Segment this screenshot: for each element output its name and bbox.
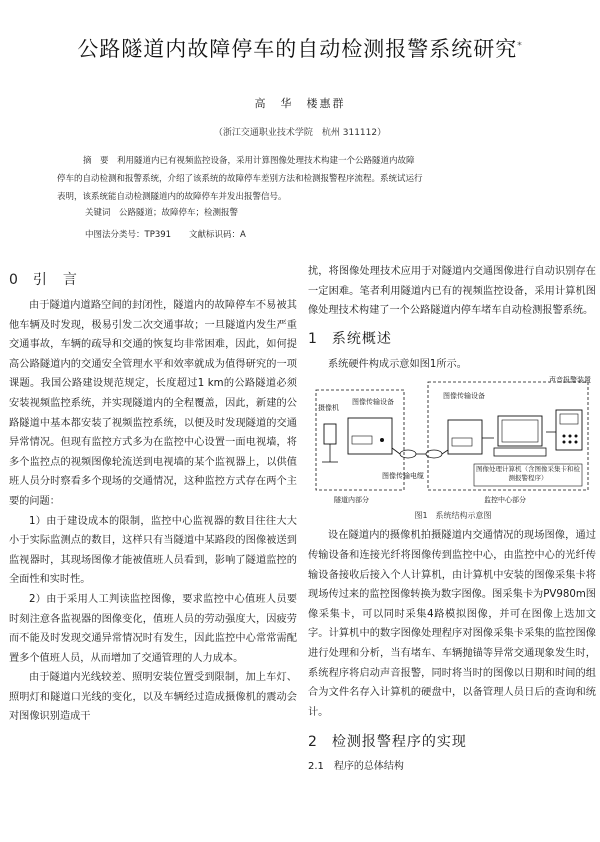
paper-title <box>0 33 600 63</box>
cable-coil-right <box>426 450 442 458</box>
tunnel-part-label: 隧道内部分 <box>334 496 369 505</box>
camera-label: 摄像机 <box>318 404 339 413</box>
camera-icon <box>324 424 336 444</box>
intro-paragraph-3: 2）由于采用人工判读监控图像，要求监控中心值班人员要时刻注意各监视器的图像变化，值班人员的劳动强度大，因疲劳而不能及时发现交通异常情况时有发生，因此监控中心常常需配置多个值班人员，从而增加了交通管理的人力成本。 <box>9 593 297 664</box>
authors: 高 华 楼惠群 <box>254 97 346 110</box>
intro-paragraph-2: 1）由于建设成本的限制，监控中心监视器的数目往往大大小于实际监测点的数目，这样只有当隧道中某路段的图像被送到监视器时，其现场图像才能被值班人员看到，影响了隧道监控的全面性和实时性。 <box>9 515 297 586</box>
keywords: 关键词 公路隧道；故障停车；检测报警 <box>85 208 239 218</box>
title-text: 公路隧道内故障停车的自动检测报警系统研究 <box>77 37 518 61</box>
cable-coil-left <box>400 450 416 458</box>
tunnel-transmit-label: 图像传输设备 <box>352 398 394 407</box>
right-paragraph-3: 设在隧道内的摄像机拍摄隧道内交通情况的现场图像，通过传输设备和连接光纤将图像传到监控中心，由监控中心的光纤传输设备接收后接入个人计算机，由计算机中安装的图像采集卡将现场传过来的监控图像转换为数字图像。图采集卡为PV980m图像采集卡，可以同时采集4路模拟图像，并可在图像上迭加文字。计算机中的数字图像处理程序对图像采集卡采集的监控图像进行处理和分析，当有堵车、车辆抛锚等异常交通现象发生时，系统程序将启动声音报警，同时将当时的图像以日期和时间的组合为文件名存入计算机的硬盘中，以备管理人员日后的查询和统计。 <box>308 530 596 718</box>
abstract-line-2: 停车的自动检测和报警系统，介绍了该系统的故障停车差别方法和检测报警程序流程。系统试运行 <box>57 174 423 184</box>
section-1-title: 系统概述 <box>331 330 392 347</box>
computer-label: 图像处理计算机（含图像采集卡和检测报警程序） <box>476 465 580 483</box>
figure-1 <box>308 376 598 526</box>
section-0-title: 引 言 <box>32 272 78 288</box>
cable-label: 图像传输电缆 <box>382 472 424 481</box>
document-code: 文献标识码：A <box>189 230 246 240</box>
center-part-label: 监控中心部分 <box>484 496 526 505</box>
section-2-number: 2 <box>308 734 318 751</box>
center-transmit-label: 图像传输设备 <box>443 392 485 401</box>
center-transmission-device <box>448 420 482 454</box>
figure-1-caption: 图1 系统结构示意图 <box>414 511 492 521</box>
computer-case-icon <box>494 448 546 456</box>
abstract-line-3: 表明，该系统能自动检测隧道内的故障停车并发出报警信号。 <box>57 192 287 202</box>
subsection-2-1-heading: 2.1 程序的总体结构 <box>308 761 404 773</box>
abstract-text-1: 利用隧道内已有视频监控设备，采用计算图像处理技术构建一个公路隧道内故障 <box>117 156 415 166</box>
abstract-line-1 <box>57 152 545 170</box>
intro-paragraph-4: 由于隧道内光线较差、照明安装位置受到限制，加上车灯、照明灯和隧道口光线的变化，以及车辆经过造成摄像机的震动会对图像识别造成干 <box>9 672 297 723</box>
abstract-label: 摘 要 <box>83 156 109 166</box>
classification-line <box>85 228 246 240</box>
section-0-heading <box>9 268 297 292</box>
section-1-heading <box>308 327 596 351</box>
intro-paragraph-1: 由于隧道内道路空间的封闭性，隧道内的故障停车不易被其他车辆及时发现，极易引发二次交通事故；一旦隧道内发生严重交通事故，车辆的疏导和交通的恢复均非常困难，因此，如何提高公路隧道内的交通安全管理水平和效率就成为值得研究的一项课题。我国公路建设规范规定，长度超过1 km的公路隧道必须安装视频监控系统，并实现隧道内的全程覆盖，因此，新建的公路隧道中基本都安装了视频监控系统，以便及时发现隧道的交通异常情况。但现有监控方式多为在监控中心设置一面电视墙，将多个监控点的视频图像轮流送到电视墙的某个监视器上，以供值班人员分时察看多个现场的交通情况，这种监控方式存在两个主要的问题： <box>9 300 297 507</box>
title-footnote-mark: * <box>517 41 523 51</box>
right-paragraph-2: 系统硬件构成示意如图1所示。 <box>328 358 467 370</box>
section-2-title: 检测报警程序的实现 <box>331 734 467 751</box>
section-2-heading <box>308 730 596 754</box>
right-paragraph-1: 扰，将图像处理技术应用于对隧道内交通图像进行自动识别存在一定困难。笔者利用隧道内已有的视频监控设备，采用计算机图像处理技术构建了一个公路隧道内停车堵车自动检测报警系统。 <box>308 266 596 317</box>
abstract <box>57 152 545 206</box>
section-1-number: 1 <box>308 330 318 347</box>
section-0-number: 0 <box>9 272 19 288</box>
alarm-label: 声音报警装置 <box>549 376 591 385</box>
right-column <box>308 262 596 776</box>
affiliation: （浙江交通职业技术学院 杭州 311112） <box>213 128 387 138</box>
system-diagram <box>308 376 598 508</box>
monitor-icon <box>498 416 542 446</box>
left-column <box>9 268 297 727</box>
clc-number: 中图法分类号：TP391 <box>85 230 172 240</box>
